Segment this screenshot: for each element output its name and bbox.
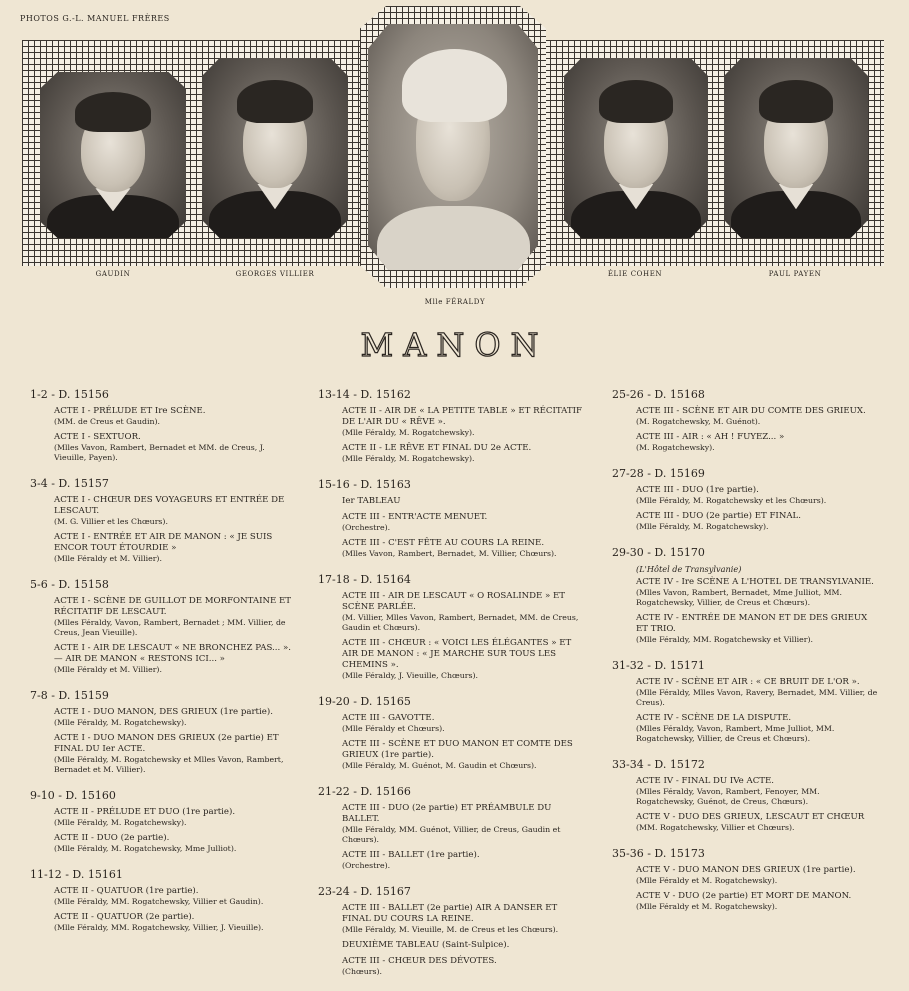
- track-cast: (M. Rogatchewsky).: [636, 443, 715, 452]
- disc-entry: [610, 546, 878, 645]
- track-title: ACTE I - PRÉLUDE ET Ire SCÈNE.: [54, 406, 206, 416]
- track-cast: (Mlle Féraldy, MM. Rogatchewsky et Villier).: [636, 635, 813, 644]
- disc-number: 33-34 - D. 15172: [612, 758, 705, 771]
- track: [342, 406, 584, 438]
- track-cast: (Mlle Féraldy, MM. Guénot, Villier, de Creus, Gaudin et Chœurs).: [342, 825, 561, 844]
- disc-entry: [28, 689, 296, 775]
- track: [636, 432, 878, 453]
- caption-georges-villier: GEORGES VILLIER: [235, 270, 315, 278]
- track-title: ACTE III - DUO (2e partie) ET PRÉAMBULE DU BALLET.: [342, 803, 552, 824]
- track-title: ACTE III - ENTR'ACTE MENUET.: [342, 512, 488, 522]
- track: [342, 512, 584, 533]
- track-title: ACTE I - AIR DE LESCAUT « NE BRONCHEZ PAS... ». — AIR DE MANON « RESTONS ICI... »: [54, 643, 291, 664]
- track-title: ACTE III - SCÈNE ET DUO MANON ET COMTE DES GRIEUX (1re partie).: [342, 739, 573, 760]
- track: [342, 803, 584, 845]
- track: [54, 596, 296, 638]
- track: [342, 713, 584, 734]
- track-cast: (Mlles Féraldy, Vavon, Rambert, Fenoyer, MM. Rogatchewsky, Guénot, de Creus, Chœurs).: [636, 787, 820, 806]
- track-title: ACTE III - AIR DE LESCAUT « O ROSALINDE » ET SCÈNE PARLÉE.: [342, 591, 566, 612]
- track-cast: (Mlle Féraldy, M. Rogatchewsky).: [54, 818, 187, 827]
- track-cast: (M. G. Villier et les Chœurs).: [54, 517, 168, 526]
- track-title: DEUXIÈME TABLEAU (Saint-Sulpice).: [342, 940, 510, 950]
- track-cast: (Mlle Féraldy et M. Villier).: [54, 665, 162, 674]
- track-title: ACTE III - CHŒUR : « VOICI LES ÉLÉGANTES » ET AIR DE MANON : « JE MARCHE SUR TOUS LES CHEMINS ».: [342, 638, 572, 670]
- disc-number: 23-24 - D. 15167: [318, 885, 411, 898]
- track-title: ACTE III - DUO (2e partie) ET FINAL.: [636, 511, 801, 521]
- track-cast: (Orchestre).: [342, 861, 391, 870]
- caption-paul-payen: PAUL PAYEN: [768, 270, 822, 278]
- track: [54, 733, 296, 775]
- track: [342, 443, 584, 464]
- track-cast: (Mlles Féraldy, Vavon, Rambert, Mme Julliot, MM. Rogatchewsky, Villier, de Creus et Chœurs).: [636, 724, 835, 743]
- disc-number: 13-14 - D. 15162: [318, 388, 411, 401]
- track-cast: (MM. de Creus et Gaudin).: [54, 417, 161, 426]
- track-cast: (Orchestre).: [342, 523, 391, 532]
- disc-entry: [316, 695, 584, 771]
- track-title: ACTE IV - SCÈNE DE LA DISPUTE.: [636, 713, 792, 723]
- disc-number: 21-22 - D. 15166: [318, 785, 411, 798]
- disc-number: 1-2 - D. 15156: [30, 388, 109, 401]
- track-cast: (Mlle Féraldy, M. Guénot, M. Gaudin et Chœurs).: [342, 761, 537, 770]
- disc-entry: [28, 388, 296, 463]
- track: [636, 812, 878, 833]
- disc-entry: [28, 868, 296, 933]
- disc-entry: [316, 388, 584, 464]
- portrait-gaudin: [40, 72, 186, 238]
- track: [54, 912, 296, 933]
- disc-number: 35-36 - D. 15173: [612, 847, 705, 860]
- column-3: [610, 388, 878, 926]
- track-cast: (Mlles Féraldy, Vavon, Rambert, Bernadet ; MM. Villier, de Creus, Jean Vieuille).: [54, 618, 286, 637]
- portrait-elie-cohen: [564, 58, 708, 238]
- track-title: ACTE I - DUO MANON, DES GRIEUX (1re partie).: [54, 707, 273, 717]
- disc-note: (L'Hôtel de Transylvanie): [636, 564, 742, 574]
- disc-number: 9-10 - D. 15160: [30, 789, 116, 802]
- track-cast: (Mlle Féraldy, M. Rogatchewsky).: [54, 718, 187, 727]
- track-title: ACTE III - BALLET (2e partie) AIR A DANSER ET FINAL DU COURS LA REINE.: [342, 903, 558, 924]
- track: [636, 613, 878, 645]
- track-cast: (Mlle Féraldy, M. Rogatchewsky).: [342, 428, 475, 437]
- track-title: ACTE I - SCÈNE DE GUILLOT DE MORFONTAINE ET RÉCITATIF DE LESCAUT.: [54, 596, 291, 617]
- portrait-georges-villier: [202, 58, 348, 238]
- track-title: ACTE IV - Ire SCÈNE A L'HOTEL DE TRANSYLVANIE.: [636, 577, 874, 587]
- track-cast: (Mlle Féraldy et Chœurs).: [342, 724, 445, 733]
- track-cast: (Mlle Féraldy et M. Rogatchewsky).: [636, 902, 778, 911]
- track-cast: (Mlle Féraldy, M. Rogatchewsky).: [636, 522, 769, 531]
- track-cast: (Mlle Féraldy et M. Villier).: [54, 554, 162, 563]
- disc-number: 15-16 - D. 15163: [318, 478, 411, 491]
- track: [54, 833, 296, 854]
- track-cast: (Mlle Féraldy, MM. Rogatchewsky, Villier et Gaudin).: [54, 897, 264, 906]
- track: [342, 538, 584, 559]
- track-title: ACTE III - SCÈNE ET AIR DU COMTE DES GRIEUX.: [636, 406, 866, 416]
- disc-entry: [610, 467, 878, 532]
- disc-entry: [316, 885, 584, 977]
- track-title: ACTE II - LE RÊVE ET FINAL DU 2e ACTE.: [342, 443, 532, 453]
- caption-feraldy: Mlle FÉRALDY: [424, 298, 486, 306]
- track-cast: (Mlle Féraldy, Mlles Vavon, Ravery, Bernadet, MM. Villier, de Creus).: [636, 688, 878, 707]
- track: [636, 677, 878, 708]
- track-title: ACTE IV - SCÈNE ET AIR : « CE BRUIT DE L'OR ».: [636, 677, 860, 687]
- track: [342, 591, 584, 633]
- page-title: MANON: [360, 326, 549, 364]
- track-cast: (Mlle Féraldy, M. Rogatchewsky).: [342, 454, 475, 463]
- disc-number: 29-30 - D. 15170: [612, 546, 705, 559]
- track-cast: (Mlle Féraldy, M. Rogatchewsky, Mme Julliot).: [54, 844, 237, 853]
- track-title: ACTE II - PRÉLUDE ET DUO (1re partie).: [54, 807, 236, 817]
- track: [342, 496, 584, 507]
- track-cast: (Mlles Vavon, Rambert, Bernadet et MM. de Creus, J. Vieuille, Payen).: [54, 443, 265, 462]
- disc-number: 25-26 - D. 15168: [612, 388, 705, 401]
- track: [342, 903, 584, 935]
- caption-elie-cohen: ÉLIE COHEN: [607, 270, 663, 278]
- track-title: ACTE II - QUATUOR (1re partie).: [54, 886, 199, 896]
- track: [54, 406, 296, 427]
- disc-number: 31-32 - D. 15171: [612, 659, 705, 672]
- track-title: ACTE I - ENTRÉE ET AIR DE MANON : « JE SUIS ENCOR TOUT ÉTOURDIE »: [54, 532, 273, 553]
- track-title: ACTE III - GAVOTTE.: [342, 713, 435, 723]
- track: [636, 713, 878, 744]
- track-title: ACTE III - DUO (1re partie).: [636, 485, 759, 495]
- track: [54, 807, 296, 828]
- track-cast: (Chœurs).: [342, 967, 383, 976]
- track-cast: (Mlle Féraldy, M. Vieuille, M. de Creus et les Chœurs).: [342, 925, 559, 934]
- track-title: ACTE II - AIR DE « LA PETITE TABLE » ET RÉCITATIF DE L'AIR DU « RÊVE ».: [342, 406, 582, 427]
- track-title: Ier TABLEAU: [342, 496, 401, 506]
- track: [54, 886, 296, 907]
- track: [54, 532, 296, 564]
- disc-entry: [610, 388, 878, 453]
- track: [342, 956, 584, 977]
- track: [54, 707, 296, 728]
- disc-entry: [610, 659, 878, 744]
- disc-entry: [610, 758, 878, 833]
- track-cast: (M. Villier, Mlles Vavon, Rambert, Bernadet, MM. de Creus, Gaudin et Chœurs).: [342, 613, 579, 632]
- track: [636, 406, 878, 427]
- disc-number: 5-6 - D. 15158: [30, 578, 109, 591]
- track-title: ACTE IV - FINAL DU IVe ACTE.: [636, 776, 775, 786]
- disc-number: 7-8 - D. 15159: [30, 689, 109, 702]
- track-cast: (M. Rogatchewsky, M. Guénot).: [636, 417, 761, 426]
- track: [342, 850, 584, 871]
- column-2: [316, 388, 584, 991]
- disc-entry: [28, 789, 296, 854]
- disc-entry: [316, 573, 584, 681]
- disc-number: 11-12 - D. 15161: [30, 868, 123, 881]
- track-title: ACTE III - AIR : « AH ! FUYEZ... »: [636, 432, 785, 442]
- track: [636, 485, 878, 506]
- track-cast: (Mlle Féraldy, M. Rogatchewsky et Mlles Vavon, Rambert, Bernadet et M. Villier).: [54, 755, 284, 774]
- portrait-paul-payen: [724, 58, 868, 238]
- disc-entry: [28, 578, 296, 675]
- track: [636, 891, 878, 912]
- disc-entry: [316, 785, 584, 871]
- track-title: ACTE II - DUO (2e partie).: [54, 833, 170, 843]
- photo-credit: PHOTOS G.-L. MANUEL FRÈRES: [20, 14, 170, 23]
- track-cast: (Mlles Vavon, Rambert, Bernadet, M. Villier, Chœurs).: [342, 549, 557, 558]
- disc-number: 27-28 - D. 15169: [612, 467, 705, 480]
- track: [636, 577, 878, 608]
- track: [636, 865, 878, 886]
- track-title: ACTE V - DUO DES GRIEUX, LESCAUT ET CHŒUR: [636, 812, 865, 822]
- track: [342, 638, 584, 681]
- track-title: ACTE III - CHŒUR DES DÉVOTES.: [342, 956, 497, 966]
- track: [54, 643, 296, 675]
- track-title: ACTE I - CHŒUR DES VOYAGEURS ET ENTRÉE DE LESCAUT.: [54, 495, 285, 516]
- disc-entry: [28, 477, 296, 564]
- portrait-feraldy: [368, 24, 538, 270]
- track-title: ACTE V - DUO MANON DES GRIEUX (1re partie).: [636, 865, 856, 875]
- caption-gaudin: GAUDIN: [95, 270, 131, 278]
- track-cast: (Mlle Féraldy, M. Rogatchewsky et les Chœurs).: [636, 496, 827, 505]
- disc-number: 3-4 - D. 15157: [30, 477, 109, 490]
- track-title: ACTE III - C'EST FÊTE AU COURS LA REINE.: [342, 538, 545, 548]
- disc-number: 17-18 - D. 15164: [318, 573, 411, 586]
- track: [342, 940, 584, 951]
- track-cast: (Mlle Féraldy et M. Rogatchewsky).: [636, 876, 778, 885]
- track-cast: (MM. Rogatchewsky, Villier et Chœurs).: [636, 823, 795, 832]
- track: [342, 739, 584, 771]
- disc-number: 19-20 - D. 15165: [318, 695, 411, 708]
- track-title: ACTE III - BALLET (1re partie).: [342, 850, 480, 860]
- track-cast: (Mlle Féraldy, J. Vieuille, Chœurs).: [342, 671, 479, 680]
- track: [54, 495, 296, 527]
- disc-entry: [610, 847, 878, 912]
- track-title: ACTE IV - ENTRÉE DE MANON ET DE DES GRIEUX ET TRIO.: [636, 613, 868, 634]
- column-1: [28, 388, 296, 947]
- track: [636, 511, 878, 532]
- track-title: ACTE I - DUO MANON DES GRIEUX (2e partie) ET FINAL DU Ier ACTE.: [54, 733, 279, 754]
- disc-entry: [316, 478, 584, 559]
- track-cast: (Mlles Vavon, Rambert, Bernadet, Mme Julliot, MM. Rogatchewsky, Villier, de Creus et Chœurs).: [636, 588, 843, 607]
- track-title: ACTE V - DUO (2e partie) ET MORT DE MANON.: [636, 891, 852, 901]
- track: [636, 776, 878, 807]
- track-title: ACTE II - QUATUOR (2e partie).: [54, 912, 195, 922]
- track-title: ACTE I - SEXTUOR.: [54, 432, 141, 442]
- track: [54, 432, 296, 463]
- track-cast: (Mlle Féraldy, MM. Rogatchewsky, Villier, J. Vieuille).: [54, 923, 264, 932]
